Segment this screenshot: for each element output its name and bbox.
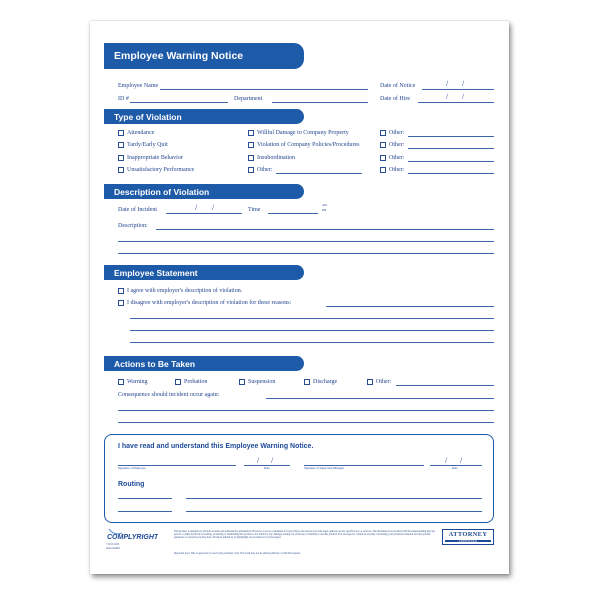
action-warning: Warning [127, 379, 148, 385]
am-option[interactable]: AM [322, 203, 327, 207]
date-separator: / [462, 92, 465, 101]
checkbox-probation[interactable] [175, 379, 181, 385]
other-field[interactable] [276, 173, 362, 174]
description-line[interactable] [156, 229, 494, 230]
seal-title: ATTORNEY [448, 531, 488, 538]
checkbox-willful-damage[interactable] [248, 130, 254, 136]
checkbox-warning[interactable] [118, 379, 124, 385]
date-of-hire-label: Date of Hire [380, 96, 410, 102]
checkbox-agree[interactable] [118, 288, 124, 294]
routing-line[interactable] [118, 511, 172, 512]
section-type-of-violation: Type of Violation [104, 109, 304, 124]
brand-name: COMPLYRIGHT [107, 534, 158, 541]
date-of-incident-field[interactable] [166, 213, 242, 214]
date-separator: / [257, 456, 260, 465]
other-field[interactable] [408, 161, 494, 162]
section-actions-to-be-taken: Actions to Be Taken [104, 356, 304, 371]
checkbox-unsatisfactory-performance[interactable] [118, 167, 124, 173]
employee-date-caption: Date [264, 466, 270, 470]
option-other: Other: [389, 155, 405, 161]
department-label: Department [234, 96, 263, 102]
option-other: Other: [389, 130, 405, 136]
action-discharge: Discharge [313, 379, 338, 385]
routing-line[interactable] [186, 511, 482, 512]
date-separator: / [271, 456, 274, 465]
seal-subtitle: APPROVED [445, 540, 491, 543]
option-tardy: Tardy/Early Quit [127, 142, 168, 148]
option-inappropriate-behavior: Inappropriate Behavior [127, 155, 183, 161]
other-field[interactable] [408, 173, 494, 174]
date-separator: / [446, 79, 449, 88]
section-employee-statement: Employee Statement [104, 265, 304, 280]
consequence-line[interactable] [118, 410, 494, 411]
checkbox-other[interactable] [380, 130, 386, 136]
checkbox-other[interactable] [380, 155, 386, 161]
employee-name-label: Employee Name [118, 83, 159, 89]
consequence-line[interactable] [118, 422, 494, 423]
option-attendance: Attendance [127, 130, 155, 136]
checkbox-other[interactable] [248, 167, 254, 173]
disclaimer-text: This product is designed to provide accurate and authoritative information. However, it is not a substitute for legal advice and does not provide legal opinions on any specific facts or services. The information is provided with the understanding that any person or entity involved in creating, producing or distributing this product is not liable for any damages arising out of the use or inability to use this product. You are urged to consult an attorney concerning your particular situation and any specific questions or concerns you may have. Products printed by ComplyRight are provided on recycled paper. [174, 530, 436, 540]
statement-disagree: I disagree with employer's description of violation for these reasons: [127, 300, 292, 306]
other-field[interactable] [408, 136, 494, 137]
description-line[interactable] [118, 253, 494, 254]
important-note: Important note: This is approved for use by the purchaser only. This form may not be shared publicly or with third parties. [174, 552, 301, 555]
description-line[interactable] [118, 241, 494, 242]
reason-line[interactable] [326, 306, 494, 307]
date-separator: / [446, 92, 449, 101]
department-field[interactable] [272, 102, 368, 103]
action-probation: Probation [184, 379, 208, 385]
date-of-incident-label: Date of Incident [118, 207, 157, 213]
other-field[interactable] [408, 148, 494, 149]
date-separator: / [445, 456, 448, 465]
checkbox-insubordination[interactable] [248, 155, 254, 161]
checkbox-tardy[interactable] [118, 142, 124, 148]
checkbox-attendance[interactable] [118, 130, 124, 136]
routing-line[interactable] [118, 498, 172, 499]
checkbox-suspension[interactable] [239, 379, 245, 385]
date-separator: / [212, 203, 215, 212]
routing-label: Routing [118, 481, 145, 488]
description-label: Description: [118, 223, 148, 229]
supervisor-date-caption: Date [452, 466, 458, 470]
form-number: Item #A2093 [106, 547, 120, 550]
action-suspension: Suspension [248, 379, 276, 385]
checkbox-policy-violation[interactable] [248, 142, 254, 148]
time-label: Time [248, 207, 261, 213]
reason-line[interactable] [130, 342, 494, 343]
checkbox-disagree[interactable] [118, 300, 124, 306]
id-field[interactable] [130, 102, 228, 103]
complyright-logo [106, 527, 158, 541]
attorney-approved-seal [442, 529, 494, 545]
pm-option[interactable]: PM [322, 208, 327, 212]
consequence-label: Consequence should incident occur again: [118, 392, 220, 398]
form-title: Employee Warning Notice [104, 43, 304, 69]
employee-name-field[interactable] [160, 89, 368, 90]
section-description-of-violation: Description of Violation [104, 184, 304, 199]
id-label: ID # [118, 96, 129, 102]
routing-line[interactable] [186, 498, 482, 499]
acknowledgement-statement: I have read and understand this Employee Warning Notice. [118, 443, 314, 450]
statement-agree: I agree with employer's description of violation. [127, 288, 243, 294]
employee-signature-caption: Signature of Employee [118, 466, 146, 470]
consequence-line[interactable] [266, 398, 494, 399]
date-separator: / [460, 456, 463, 465]
date-of-notice-field[interactable] [422, 89, 494, 90]
checkbox-other-action[interactable] [367, 379, 373, 385]
action-other: Other: [376, 379, 392, 385]
option-other: Other: [257, 167, 273, 173]
date-of-notice-label: Date of Notice [380, 83, 416, 89]
option-other: Other: [389, 142, 405, 148]
date-separator: / [462, 79, 465, 88]
option-willful-damage: Willful Damage to Company Property [257, 130, 349, 136]
option-policy-violation: Violation of Company Policies/Procedures [257, 142, 360, 148]
option-unsatisfactory-performance: Unsatisfactory Performance [127, 167, 195, 173]
checkbox-inappropriate-behavior[interactable] [118, 155, 124, 161]
date-separator: / [195, 203, 198, 212]
supervisor-signature-caption: Signature of Supervisor/Manager [304, 466, 344, 470]
other-action-field[interactable] [396, 385, 494, 386]
copyright-text: ©2012 2020 [106, 543, 119, 546]
checkbox-other[interactable] [380, 167, 386, 173]
checkbox-other[interactable] [380, 142, 386, 148]
option-other: Other: [389, 167, 405, 173]
time-field[interactable] [268, 213, 318, 214]
option-insubordination: Insubordination [257, 155, 295, 161]
checkbox-discharge[interactable] [304, 379, 310, 385]
form-sheet [90, 21, 509, 574]
date-of-hire-field[interactable] [418, 102, 494, 103]
reason-line[interactable] [130, 318, 494, 319]
reason-line[interactable] [130, 330, 494, 331]
